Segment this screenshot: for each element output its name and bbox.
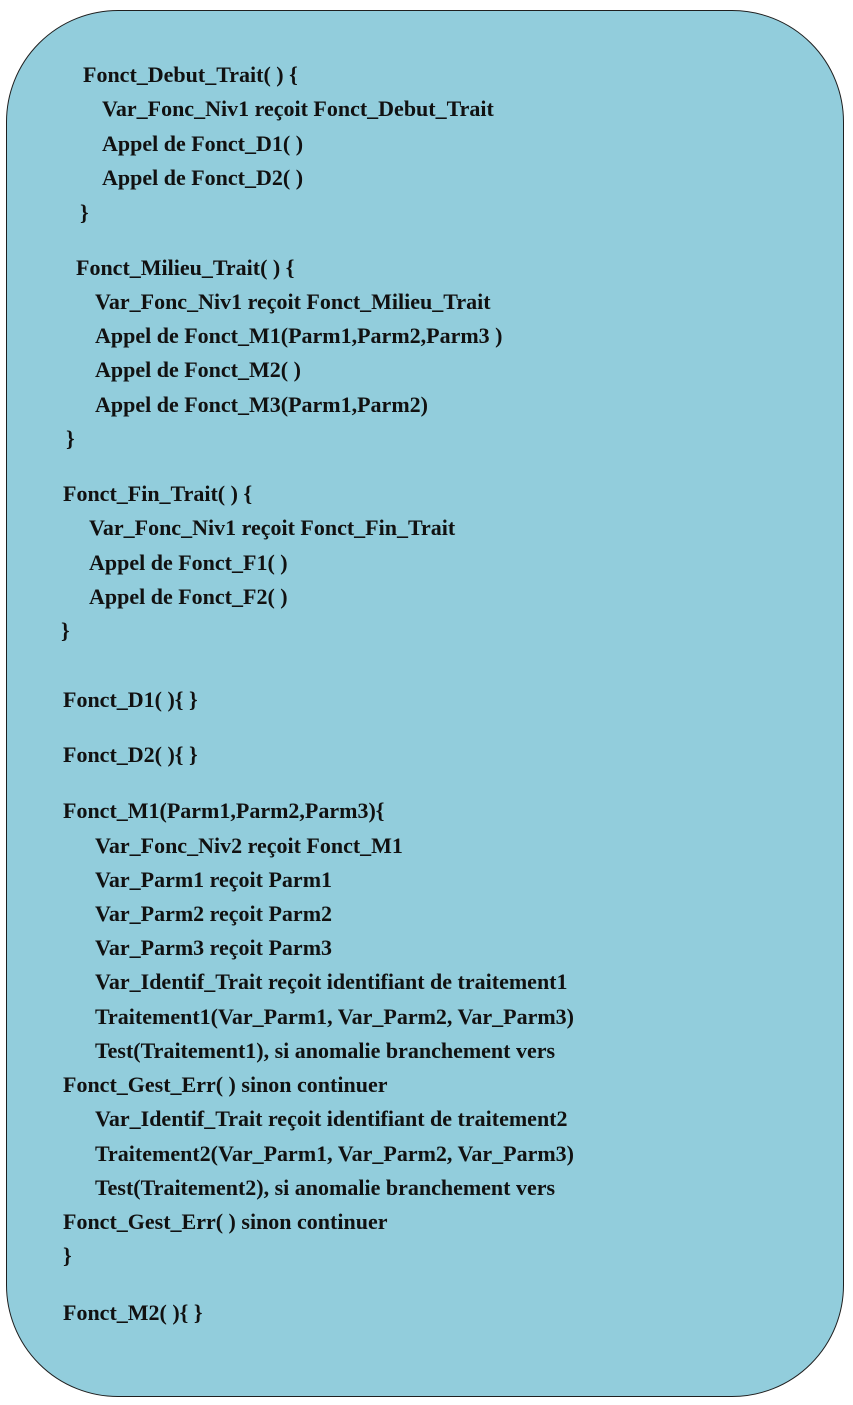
code-line: Traitement2(Var_Parm1, Var_Parm2, Var_Parm3) — [95, 1141, 575, 1166]
code-line: Appel de Fonct_M2( ) — [95, 357, 301, 382]
code-line: Appel de Fonct_D2( ) — [102, 165, 304, 190]
code-line: Appel de Fonct_F2( ) — [89, 584, 288, 609]
code-line: Fonct_M2( ){ } — [63, 1300, 203, 1325]
code-line: Var_Parm2 reçoit Parm2 — [95, 901, 333, 926]
code-line: Fonct_Fin_Trait( ) { — [63, 481, 253, 506]
code-line: Fonct_Gest_Err( ) sinon continuer — [63, 1072, 388, 1097]
code-line: Traitement1(Var_Parm1, Var_Parm2, Var_Parm3) — [95, 1004, 575, 1029]
code-line: Appel de Fonct_D1( ) — [102, 131, 304, 156]
code-line: Var_Identif_Trait reçoit identifiant de traitement1 — [95, 969, 568, 994]
code-line: Test(Traitement1), si anomalie branchement vers — [95, 1038, 556, 1063]
code-line: Fonct_D1( ){ } — [63, 687, 198, 712]
code-line: Test(Traitement2), si anomalie branchement vers — [95, 1175, 556, 1200]
code-line: Appel de Fonct_F1( ) — [89, 550, 288, 575]
code-line: Fonct_D2( ){ } — [63, 742, 198, 767]
code-line: Var_Fonc_Niv1 reçoit Fonct_Debut_Trait — [102, 96, 494, 121]
code-line: Var_Fonc_Niv1 reçoit Fonct_Milieu_Trait — [95, 289, 491, 314]
code-line: Appel de Fonct_M1(Parm1,Parm2,Parm3 ) — [95, 323, 503, 348]
code-line: Fonct_Gest_Err( ) sinon continuer — [63, 1209, 388, 1234]
code-line: } — [61, 618, 70, 643]
code-line: Var_Fonc_Niv2 reçoit Fonct_M1 — [95, 833, 403, 858]
code-line: Fonct_Milieu_Trait( ) { — [76, 255, 295, 280]
code-line: Var_Parm3 reçoit Parm3 — [95, 935, 333, 960]
code-line: Fonct_M1(Parm1,Parm2,Parm3){ — [63, 798, 385, 823]
code-line: } — [66, 426, 75, 451]
code-line: Var_Parm1 reçoit Parm1 — [95, 867, 333, 892]
code-line: Var_Fonc_Niv1 reçoit Fonct_Fin_Trait — [89, 515, 456, 540]
code-line: Fonct_Debut_Trait( ) { — [83, 62, 298, 87]
code-line: } — [63, 1243, 72, 1268]
code-line: Var_Identif_Trait reçoit identifiant de traitement2 — [95, 1106, 568, 1131]
code-line: Appel de Fonct_M3(Parm1,Parm2) — [95, 392, 428, 417]
code-line: } — [80, 200, 89, 225]
code-panel — [6, 10, 844, 1397]
